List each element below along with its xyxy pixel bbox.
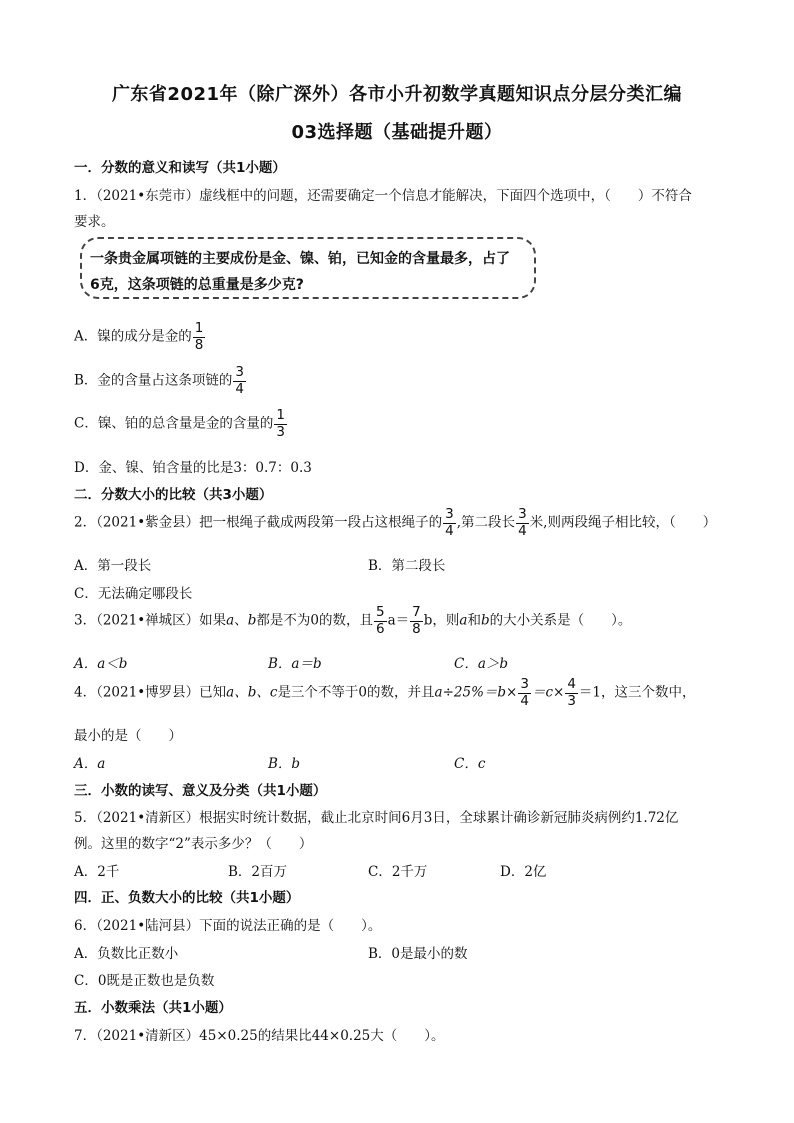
numerator: 3 [520,676,529,692]
fraction [518,678,531,708]
var-b: b [247,612,257,629]
q4-line1 [74,678,696,708]
section-heading: 三．小数的读写、意义及分类（共1小题） [74,783,327,799]
q3-text-pre: 3．（2021•禅城区）如果 [74,612,227,629]
q2-option-b: B．第二段长 [368,558,446,574]
document-subtitle: 03选择题（基础提升题） [291,122,503,143]
option-text: A．镍的成分是金的 [74,328,192,345]
numerator: 5 [375,604,385,620]
option-text: B．金的含量占这条项链的 [74,372,233,389]
q3-text-post: 的大小关系是（ ）。 [489,612,632,629]
q6-option-b: B．0是最小的数 [368,946,468,962]
q5-option-d: D．2亿 [500,864,547,880]
q3-sep: 、 [234,612,248,629]
q5-option-c: C．2千万 [368,864,428,880]
q4-option-b: B．b [268,756,301,772]
q2-line1 [74,508,716,538]
q4-vars: a、b、c [226,684,278,701]
numerator: 7 [412,604,421,620]
numerator: 1 [276,407,285,423]
q6-option-a: A．负数比正数小 [74,946,179,962]
section-heading: 五．小数乘法（共1小题） [74,1000,232,1016]
fraction [274,409,287,439]
q4-line2: 最小的是（ ） [74,728,182,744]
document-title: 广东省2021年（除广深外）各市小升初数学真题知识点分层分类汇编 [111,84,683,105]
numerator: 3 [445,506,454,522]
fraction [233,366,246,396]
q3-text-mid2: a＝ [387,612,410,629]
q1-line2: 要求。 [74,214,115,230]
denominator: 3 [276,423,285,440]
q2-text-post: 米,则两段绳子相比较，（ ） [529,514,717,531]
q3-text-mid4: 和 [467,612,481,629]
q4-text-mid1: 是三个不等于0的数，并且 [277,684,435,701]
q2-text-mid: ,第二段长 [456,514,516,531]
section-heading: 一．分数的意义和读写（共1小题） [74,160,286,176]
q6-line1: 6．（2021•陆河县）下面的说法正确的是（ ）。 [74,918,382,934]
q1-option-d: D．金、镍、铂含量的比是3：0.7：0.3 [74,460,312,476]
section-heading: 二．分数大小的比较（共3小题） [74,487,273,503]
q4-option-a: A．a [74,756,106,772]
q4-expr2: ＝c× [531,684,565,701]
option-text: C．镍、铂的总含量是金的含量的 [74,415,274,432]
numerator: 3 [235,364,245,380]
q4-expr1: a÷25%＝b× [434,684,518,701]
var-a: a [226,612,235,629]
numerator: 3 [518,506,527,522]
fraction [193,322,206,352]
fraction [565,678,578,708]
q3-option-a: A．a＜b [74,656,128,672]
denominator: 4 [235,380,245,397]
q2-option-a: A．第一段长 [74,558,152,574]
q1-option-a [74,322,206,352]
denominator: 4 [520,692,529,709]
q3-text-mid3: b，则 [423,612,460,629]
q4-text-pre: 4．（2021•博罗县）已知 [74,684,227,701]
q2-text-pre: 2．（2021•紫金县）把一根绳子截成两段第一段占这根绳子的 [74,514,443,531]
q7-line1: 7．（2021•清新区）45×0.25的结果比44×0.25大（ ）。 [74,1028,445,1044]
fraction [410,606,423,636]
fraction [443,508,456,538]
q1-box-line1: 一条贵金属项链的主要成份是金、镍、铂，已知金的含量最多，占了 [90,251,510,267]
fraction [374,606,387,636]
q5-line2: 例。这里的数字“2”表示多少？（ ） [74,836,313,852]
q3-option-c: C．a＞b [454,656,509,672]
q1-option-c [74,409,288,439]
denominator: 8 [194,336,204,353]
q3-option-b: B．a＝b [268,656,322,672]
q2-option-c: C．无法确定哪段长 [74,586,193,602]
denominator: 3 [567,692,576,709]
fraction [516,508,529,538]
denominator: 6 [375,620,385,637]
q6-option-c: C．0既是正数也是负数 [74,973,215,989]
denominator: 4 [518,522,527,539]
q1-box-line2: 6克，这条项链的总重量是多少克? [90,277,304,293]
numerator: 4 [567,676,576,692]
q4-option-c: C．c [454,756,486,772]
denominator: 4 [445,522,454,539]
q3-text-mid1: 都是不为0的数，且 [256,612,373,629]
var-a: a [459,612,468,629]
q1-line1: 1．（2021•东莞市）虚线框中的问题，还需要确定一个信息才能解决，下面四个选项中，（ ）不符合 [74,188,692,204]
denominator: 8 [412,620,421,637]
q5-option-b: B．2百万 [228,864,288,880]
q5-option-a: A．2千 [74,864,120,880]
q4-text-post: ＝1，这三个数中， [578,684,696,701]
numerator: 1 [194,320,204,336]
q1-option-b [74,366,247,396]
q5-line1: 5．（2021•清新区）根据实时统计数据，截止北京时间6月3日，全球累计确诊新冠肺炎病例约1.72亿 [74,810,679,826]
var-b: b [480,612,490,629]
section-heading: 四．正、负数大小的比较（共1小题） [74,890,300,906]
q3-line1 [74,606,631,636]
